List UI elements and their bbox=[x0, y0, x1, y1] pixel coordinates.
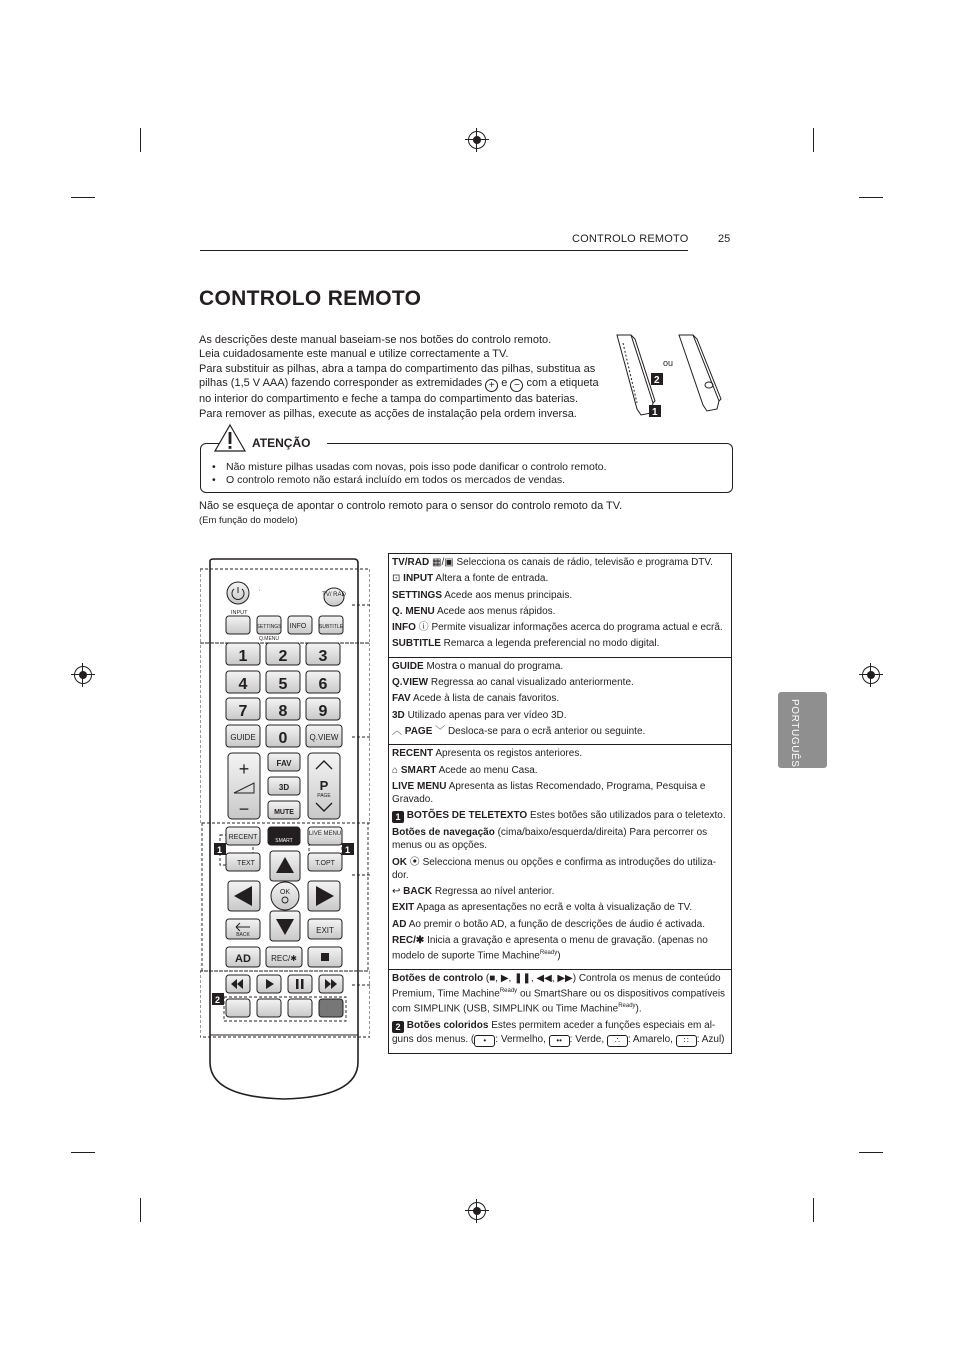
button-description-table bbox=[388, 553, 732, 1054]
remote-control-illustration bbox=[200, 557, 370, 1105]
key-p: P bbox=[319, 778, 329, 793]
number-key-label: 4 bbox=[238, 676, 248, 693]
list-item: • Não misture pilhas usadas com novas, pois isso pode danificar o controlo remoto. bbox=[212, 461, 722, 474]
page-title: CONTROLO REMOTO bbox=[199, 287, 422, 310]
key-input-label: INPUT bbox=[231, 610, 248, 616]
key-mute: MUTE bbox=[274, 809, 294, 816]
description-section: TV/RAD ▦/▣ Selecciona os canais de rádio, televisão e programa DTV. ⊡ INPUT Altera a fonte de entrada. SETTINGS Acede aos menus principais. Q. MENU Acede aos menus rápidos. INFO ⓘ Permite visualizar informações acerca do programa actual e ecrã. SUBTITLE Remarca a legenda preferencial no modo digital. bbox=[392, 557, 723, 650]
green-button-icon: •• bbox=[549, 1035, 570, 1047]
key-live-menu: LIVE MENU bbox=[308, 831, 342, 837]
key-text: TEXT bbox=[237, 860, 255, 867]
svg-text:−: − bbox=[238, 799, 250, 819]
number-key-label: 1 bbox=[238, 648, 248, 665]
header-rule bbox=[200, 250, 688, 251]
crop-mark bbox=[859, 1152, 883, 1153]
ok-icon: ⦿ bbox=[409, 856, 420, 868]
svg-text:⋮: ⋮ bbox=[257, 587, 262, 592]
intro-line: Para remover as pilhas, execute as acções de instalação pela ordem inversa. bbox=[199, 407, 577, 420]
registration-mark-icon bbox=[468, 131, 486, 149]
key-tvrad: TV/ RAD bbox=[322, 592, 346, 598]
key-page: PAGE bbox=[317, 793, 331, 799]
number-key-label: 6 bbox=[318, 676, 328, 693]
key-ok: OK bbox=[279, 889, 291, 896]
chevron-up-icon: ︿ bbox=[392, 725, 402, 737]
key-back: BACK bbox=[236, 932, 250, 938]
language-tab-label: PORTUGUÊS bbox=[789, 699, 800, 768]
number-key-label: 7 bbox=[238, 703, 248, 720]
key-qview: Q.VIEW bbox=[309, 733, 339, 742]
key-qmenu-label: Q.MENU bbox=[259, 636, 279, 642]
intro-text bbox=[199, 333, 617, 421]
caution-list bbox=[212, 461, 722, 487]
svg-text:+: + bbox=[238, 759, 250, 779]
intro-line: Para substituir as pilhas, abra a tampa do compartimento das pilhas, substitua as bbox=[199, 362, 596, 375]
page-number: 25 bbox=[718, 233, 731, 245]
caution-title: ATENÇÃO bbox=[252, 436, 314, 450]
warning-icon bbox=[213, 423, 247, 453]
key-3d: 3D bbox=[278, 783, 290, 792]
blue-button-icon: ∷ bbox=[676, 1035, 697, 1047]
callout-1: 1 bbox=[345, 845, 351, 855]
key-ad: AD bbox=[235, 953, 251, 965]
crop-mark bbox=[813, 1198, 814, 1222]
callout-1: 1 bbox=[217, 845, 223, 855]
number-key-label: 8 bbox=[278, 703, 288, 720]
crop-mark bbox=[859, 197, 883, 198]
yellow-button-icon: ∴ bbox=[607, 1035, 628, 1047]
key-guide: GUIDE bbox=[230, 733, 256, 742]
input-icon: ⊡ bbox=[392, 573, 401, 585]
intro-line: Leia cuidadosamente este manual e utilize correctamente a TV. bbox=[199, 348, 509, 361]
playback-icons: ■, ▶, ❚❚, ◀◀, ▶▶ bbox=[489, 972, 573, 984]
battery-step: 2 bbox=[654, 375, 660, 386]
tv-radio-icon: ▦/▣ bbox=[432, 557, 454, 568]
description-section: RECENT Apresenta os registos anteriores. ⌂ SMART Acede ao menu Casa. LIVE MENU Apresenta as listas Recomendado, Programa, Pesquisa e Gravado. 1 BOTÕES DE TELETEXTO Estes botões são utilizados para o teletexto. Botões de navegação (cima/baixo/esquerda/direita) Para percorrer os menus ou as opções. OK ⦿ Selecciona menus ou opções e confirma as introduções do utiliza-dor. ↩ BACK Regressa ao nível anterior. EXIT Apaga as apresentações no ecrã e volta à visualização de TV. AD Ao premir o botão AD, a função de descrições de áudio é activada. REC/✱ Inicia a gravação e apresenta o menu de gravação. (apenas no modelo de suporte Time Machine$^{Ready}$) bbox=[389, 744, 731, 968]
red-button-icon: • bbox=[474, 1035, 495, 1047]
crop-mark bbox=[813, 128, 814, 152]
intro-line: As descrições deste manual baseiam-se nos botões do controlo remoto. bbox=[199, 334, 552, 346]
number-key-label: 5 bbox=[278, 676, 288, 693]
battery-or-label: ou bbox=[663, 358, 674, 368]
registration-mark-icon bbox=[74, 666, 92, 684]
plus-terminal-icon: + bbox=[485, 379, 498, 392]
number-key-label: 9 bbox=[318, 703, 328, 720]
crop-mark bbox=[71, 197, 95, 198]
home-icon: ⌂ bbox=[392, 764, 399, 776]
description-section: GUIDE Mostra o manual do programa. Q.VIEW Regressa ao canal visualizado anteriormente. FAV Acede à lista de canais favoritos. 3D Utilizado apenas para ver vídeo 3D. ︿ PAGE ﹀ Desloca-se para o ecrã anterior ou seguinte. bbox=[389, 657, 731, 744]
battery-step: 1 bbox=[652, 407, 658, 418]
chevron-down-icon: ﹀ bbox=[435, 725, 446, 737]
description-section: Botões de controlo (■, ▶, ❚❚, ◀◀, ▶▶) Controla os menus de conteúdo Premium, Time Machine$^{Ready}$ ou SmartShare ou os dispositivos compatíveis com SIMPLINK (USB, SIMPLINK ou Time Machine$^{Ready}$). 2 Botões coloridos Estes permitem aceder a funções especiais em al-guns dos menus. ( • : Vermelho, •• : Verde, ∴ : Amarelo, ∷ : Azul) bbox=[389, 969, 731, 1053]
battery-illustration bbox=[613, 333, 731, 425]
number-key-label: 3 bbox=[318, 648, 328, 665]
aim-note: Não se esqueça de apontar o controlo remoto para o sensor do controlo remoto da TV. bbox=[199, 500, 623, 512]
key-0: 0 bbox=[278, 730, 288, 747]
info-icon: ⓘ bbox=[418, 622, 429, 634]
intro-line: no interior do compartimento e feche a tampa do compartimento das baterias. bbox=[199, 393, 579, 406]
key-recent: RECENT bbox=[228, 834, 258, 841]
crop-mark bbox=[140, 1198, 141, 1222]
key-smart: SMART bbox=[275, 838, 293, 844]
key-info: INFO bbox=[289, 623, 307, 630]
language-tab[interactable] bbox=[778, 692, 827, 768]
registration-mark-icon bbox=[862, 666, 880, 684]
header-section: CONTROLO REMOTO bbox=[572, 233, 689, 245]
key-exit: EXIT bbox=[316, 926, 334, 935]
crop-mark bbox=[71, 1152, 95, 1153]
callout-2: 2 bbox=[392, 1021, 404, 1033]
key-settings: SETTINGS bbox=[256, 624, 282, 630]
list-item: • O controlo remoto não estará incluído em todos os mercados de vendas. bbox=[212, 474, 722, 487]
key-topt: T.OPT bbox=[315, 860, 335, 867]
callout-1: 1 bbox=[392, 811, 404, 823]
key-fav: FAV bbox=[276, 759, 292, 768]
minus-terminal-icon: − bbox=[510, 379, 523, 392]
intro-line: pilhas (1,5 V AAA) fazendo corresponder as extremidades + e − com a etiqueta bbox=[199, 377, 599, 392]
aim-note-sub: (Em função do modelo) bbox=[199, 515, 298, 526]
key-rec: REC/✱ bbox=[271, 954, 297, 963]
crop-mark bbox=[140, 128, 141, 152]
back-icon: ↩ bbox=[392, 886, 401, 898]
number-key-label: 2 bbox=[278, 648, 288, 665]
callout-2: 2 bbox=[215, 995, 221, 1005]
registration-mark-icon bbox=[468, 1202, 486, 1220]
key-subtitle: SUBTITLE bbox=[319, 624, 343, 630]
